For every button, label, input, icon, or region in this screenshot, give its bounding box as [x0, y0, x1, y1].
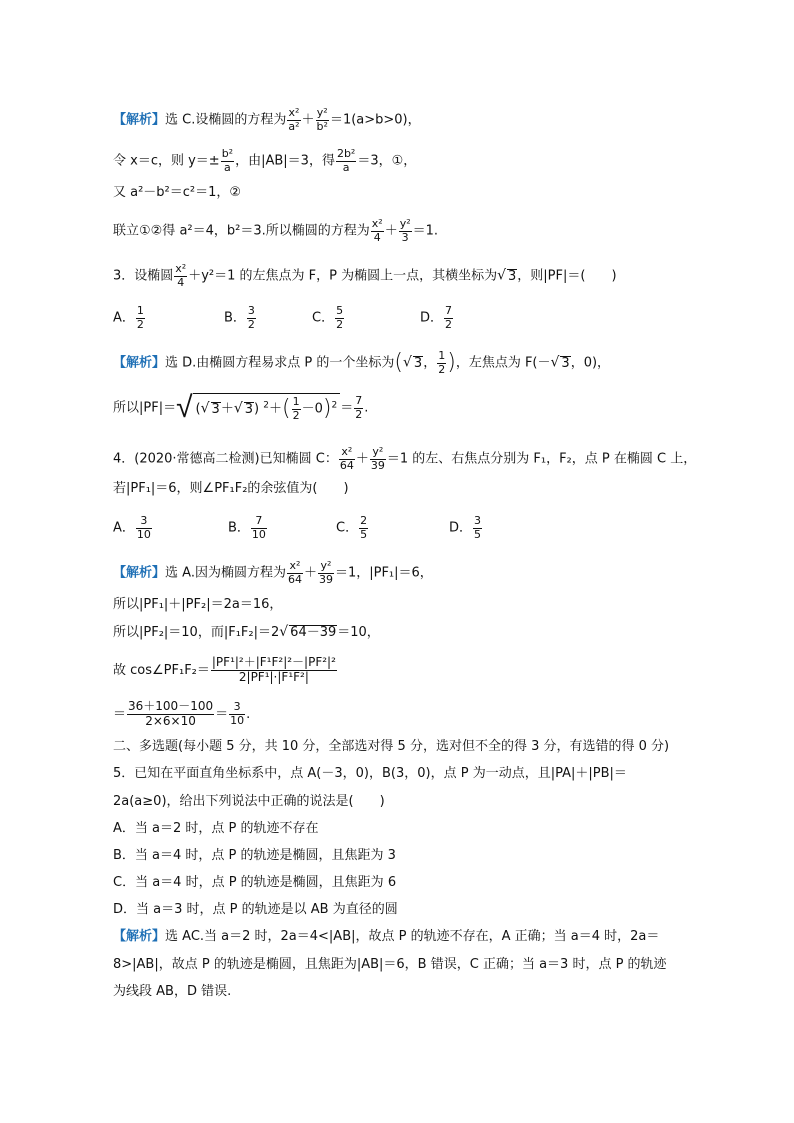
radical: √ (√ 3＋√ 3) $^2$＋( $\frac{1}{2}$ －0)$^2$ [176, 393, 340, 423]
option-d[interactable]: D． $\frac{7}{2}$ [420, 304, 453, 331]
q3-stem: 3．设椭圆 $\frac{\text{x²}}{4}$ ＋y²＝1 的左焦点为 F，P 为椭圆上一点，其横坐标为√ 3，则|PF|＝( ) [113, 262, 617, 289]
q3-solution-line1: 【解析】选 D.由椭圆方程易求点 P 的一个坐标为(√ 3， $\frac{1}{2}$ )，左焦点为 F(－√ 3，0)， [113, 349, 611, 376]
q5-solution-line3: 为线段 AB，D 错误. [113, 984, 232, 999]
section-heading: 二、多选题(每小题 5 分，共 10 分，全部选对得 5 分，选对但不全的得 3 分，有选错的得 0 分) [113, 739, 670, 754]
fraction: $\frac{\text{2b²}}{a}$ [336, 147, 356, 174]
option-b[interactable]: B． $\frac{3}{2}$ [224, 304, 255, 331]
fraction: $\frac{\text{x²}}{4}$ [175, 262, 187, 289]
option-a[interactable]: A．当 a＝2 时，点 P 的轨迹不存在 [113, 821, 319, 836]
q2-solution-line2: 令 x＝c，则 y＝± $\frac{\text{b²}}{a}$ ，由|AB|＝3，得 $\frac{\text{2b²}}{a}$ ＝3，①， [113, 147, 417, 174]
q4-solution-line3: 所以|PF₂|＝10，而|F₁F₂|＝2√ 64－39＝10， [113, 624, 380, 640]
q3-solution-line2: 所以|PF|＝√ (√ 3＋√ 3) $^2$＋( $\frac{1}{2}$ －0)$^2$ ＝ $\frac{7}{2}$ . [113, 390, 369, 425]
option-c[interactable]: C．当 a＝4 时，点 P 的轨迹是椭圆，且焦距为 6 [113, 875, 397, 890]
q2-solution-line1: 【解析】选 C.设椭圆的方程为 $\frac{\text{x²}}{\text{a²}}$ ＋ $\frac{\text{y²}}{\text{b²}}$ ＝1(a>b>0)， [113, 106, 421, 133]
q5-stem-line2: 2a(a≥0)，给出下列说法中正确的说法是( ) [113, 794, 385, 809]
q2-solution-line3: 又 a²－b²＝c²＝1，② [113, 185, 242, 200]
fraction: $\frac{\text{x²}}{\text{a²}}$ [288, 106, 300, 133]
q5-solution-line2: 8>|AB|，故点 P 的轨迹是椭圆，且焦距为|AB|＝6，B 错误，C 正确；当 a＝3 时，点 P 的轨迹 [113, 957, 667, 972]
q4-solution-line4: 故 cos∠PF₁F₂＝ $\frac{\text{|PF¹|²＋|F¹F²|²－|PF²|²}}{\text{2|PF¹|·|F¹F²|}}$ [113, 655, 336, 684]
q4-stem-line1: 4．(2020·常德高二检测)已知椭圆 C： $\frac{\text{x²}}{64}$ ＋ $\frac{\text{y²}}{39}$ ＝1 的左、右焦点分别为 F₁，F₂，点 P 在椭圆 C 上， [113, 445, 697, 472]
q4-solution-line5: ＝ $\frac{36+100-100}{2\times 6\times 10}$ ＝ $\frac{3}{10}$ . [113, 699, 251, 728]
option-a[interactable]: A． $\frac{3}{10}$ [113, 514, 151, 541]
option-b[interactable]: B． $\frac{7}{10}$ [228, 514, 266, 541]
option-b[interactable]: B．当 a＝4 时，点 P 的轨迹是椭圆，且焦距为 3 [113, 848, 396, 863]
option-a[interactable]: A． $\frac{1}{2}$ [113, 304, 144, 331]
q5-stem-line1: 5．已知在平面直角坐标系中，点 A(－3，0)，B(3，0)，点 P 为一动点，且|PA|＋|PB|＝ [113, 766, 627, 781]
option-c[interactable]: C． $\frac{2}{5}$ [336, 514, 368, 541]
fraction: $\frac{\text{b²}}{a}$ [221, 147, 234, 174]
fraction: $\frac{\text{y²}}{\text{b²}}$ [316, 106, 328, 133]
q2-solution-line4: 联立①②得 a²＝4，b²＝3.所以椭圆的方程为 $\frac{\text{x²}}{4}$ ＋ $\frac{\text{y²}}{3}$ ＝1. [113, 217, 439, 244]
q4-stem-line2: 若|PF₁|＝6，则∠PF₁F₂的余弦值为( ) [113, 481, 349, 496]
option-d[interactable]: D． $\frac{3}{5}$ [449, 514, 482, 541]
option-d[interactable]: D．当 a＝3 时，点 P 的轨迹是以 AB 为直径的圆 [113, 902, 398, 917]
q5-solution-line1: 【解析】选 AC.当 a＝2 时，2a＝4<|AB|，故点 P 的轨迹不存在，A 正确；当 a＝4 时，2a＝ [113, 929, 660, 944]
fraction: $\frac{\text{x²}}{4}$ [371, 217, 383, 244]
solution-tag: 【解析】 [113, 112, 166, 128]
option-c[interactable]: C． $\frac{5}{2}$ [312, 304, 344, 331]
q4-solution-line1: 【解析】选 A.因为椭圆方程为 $\frac{\text{x²}}{64}$ ＋ $\frac{\text{y²}}{39}$ ＝1，|PF₁|＝6， [113, 559, 433, 586]
q4-solution-line2: 所以|PF₁|＋|PF₂|＝2a＝16， [113, 597, 283, 612]
fraction: $\frac{\text{y²}}{3}$ [399, 217, 411, 244]
